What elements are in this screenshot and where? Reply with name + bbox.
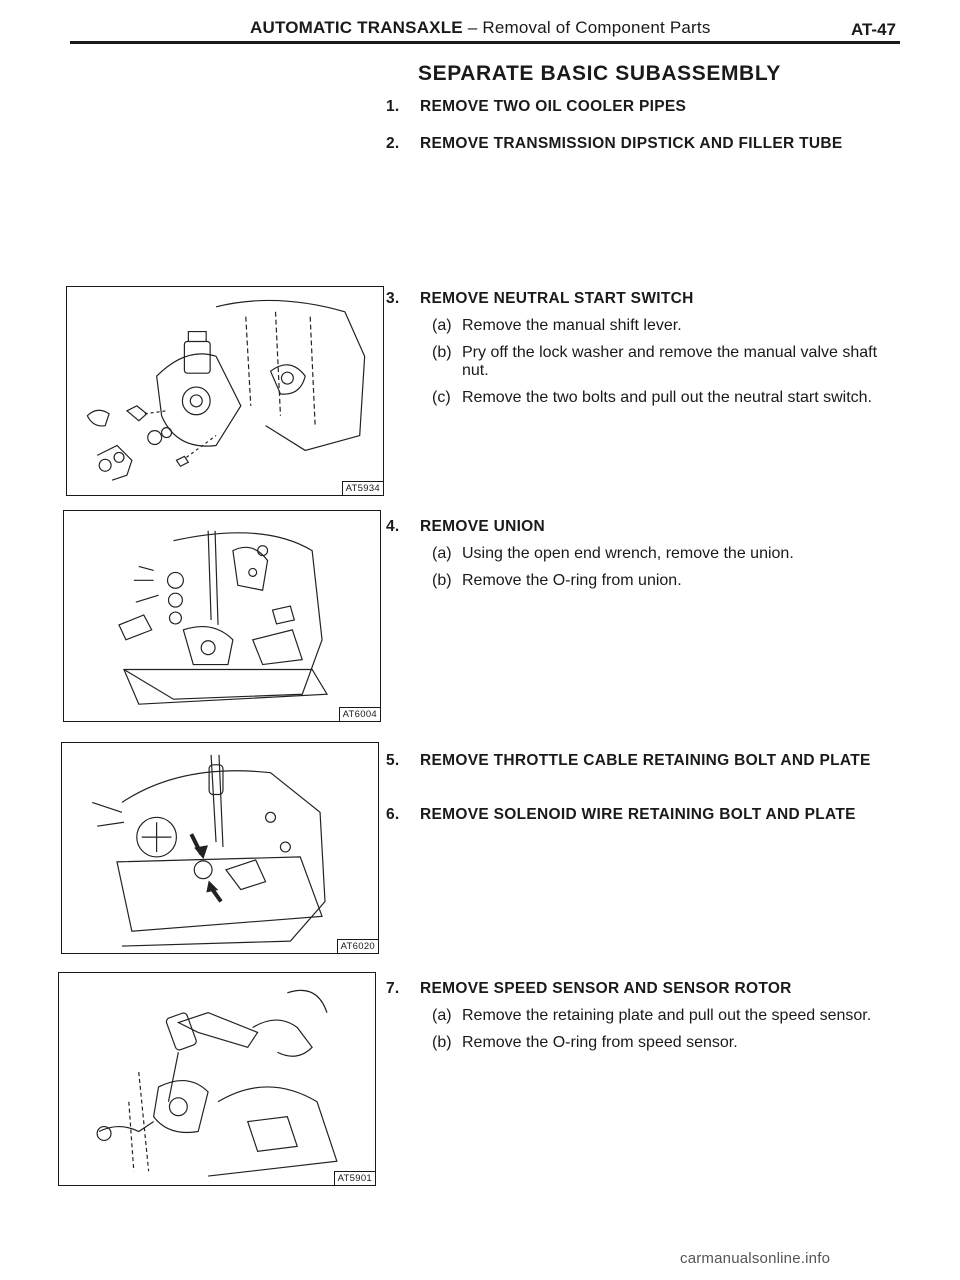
page-header [70, 18, 900, 42]
sub-step-letter: (a) [432, 317, 452, 334]
step-3 [380, 290, 890, 407]
figure-code: AT6004 [339, 707, 380, 721]
step-2 [380, 135, 880, 153]
header-title-main: AUTOMATIC TRANSAXLE [250, 18, 463, 37]
step-number: 4. [386, 518, 400, 535]
sub-step-text: Pry off the lock washer and remove the manual valve shaft nut. [462, 344, 878, 379]
sub-step-letter: (b) [432, 344, 452, 361]
sub-step-text: Remove the O-ring from speed sensor. [462, 1034, 738, 1051]
step-heading: REMOVE NEUTRAL START SWITCH [420, 290, 694, 307]
step-heading: REMOVE SPEED SENSOR AND SENSOR ROTOR [420, 980, 792, 997]
neutral-start-switch-illustration [67, 287, 383, 495]
step-number: 2. [386, 135, 400, 152]
sub-step-letter: (b) [432, 572, 452, 589]
figure-code: AT5934 [342, 481, 383, 495]
sub-step-text: Remove the retaining plate and pull out the speed sensor. [462, 1007, 872, 1024]
speed-sensor-illustration [59, 973, 375, 1185]
watermark-text: carmanualsonline.info [680, 1250, 831, 1267]
figure-union [63, 510, 381, 722]
header-title-sub: – Removal of Component Parts [462, 18, 711, 37]
sub-step-text: Remove the two bolts and pull out the neutral start switch. [462, 389, 872, 406]
step-number: 1. [386, 98, 400, 115]
step-number: 7. [386, 980, 400, 997]
sub-step-letter: (b) [432, 1034, 452, 1051]
step-heading: REMOVE TWO OIL COOLER PIPES [420, 98, 687, 115]
figure-code: AT5901 [334, 1171, 375, 1185]
sub-step-text: Remove the manual shift lever. [462, 317, 682, 334]
step-heading: REMOVE SOLENOID WIRE RETAINING BOLT AND PLATE [420, 806, 856, 823]
figure-neutral-start-switch [66, 286, 384, 496]
header-title [250, 18, 711, 38]
figure-speed-sensor [58, 972, 376, 1186]
page-number: AT-47 [850, 20, 896, 39]
step-heading: REMOVE TRANSMISSION DIPSTICK AND FILLER TUBE [420, 135, 843, 152]
step-6 [380, 806, 880, 824]
step-4 [380, 518, 900, 590]
step-5 [380, 752, 880, 770]
sub-step-letter: (a) [432, 1007, 452, 1024]
step-number: 3. [386, 290, 400, 307]
step-number: 5. [386, 752, 400, 769]
header-rule [70, 41, 900, 44]
figure-retaining-plates [61, 742, 379, 954]
sub-step-letter: (c) [432, 389, 451, 406]
step-number: 6. [386, 806, 400, 823]
union-illustration [64, 511, 380, 721]
sub-step-text: Remove the O-ring from union. [462, 572, 682, 589]
step-heading: REMOVE THROTTLE CABLE RETAINING BOLT AND PLATE [420, 752, 871, 769]
retaining-plates-illustration [62, 743, 378, 953]
figure-code: AT6020 [337, 939, 378, 953]
step-1 [380, 98, 900, 116]
step-heading: REMOVE UNION [420, 518, 546, 535]
sub-step-text: Using the open end wrench, remove the union. [462, 545, 794, 562]
section-title: SEPARATE BASIC SUBASSEMBLY [418, 62, 781, 85]
step-7 [380, 980, 895, 1052]
sub-step-letter: (a) [432, 545, 452, 562]
